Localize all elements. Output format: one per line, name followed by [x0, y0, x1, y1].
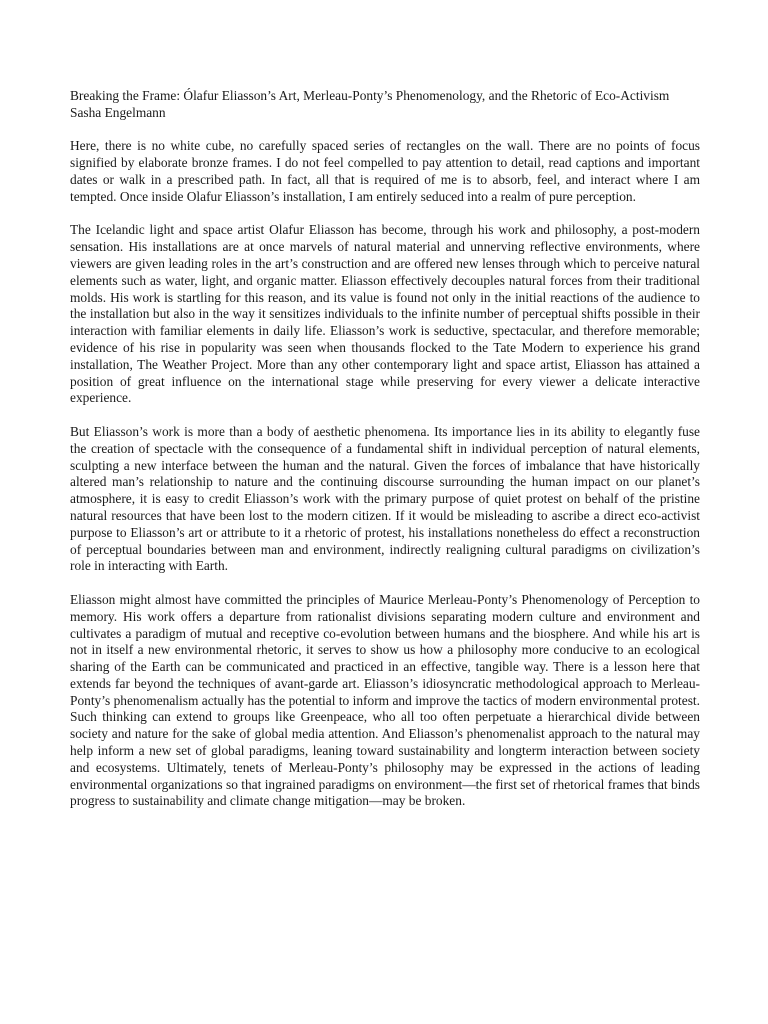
body-paragraph-1: Here, there is no white cube, no carefully spaced series of rectangles on the wall. There are no points of focus signified by elaborate bronze frames. I do not feel compelled to pay attention to detail, read captions and important dates or walk in a prescribed path. In fact, all that is required of me is to absorb, feel, and interact where I am tempted. Once inside Olafur Eliasson’s installation, I am entirely seduced into a realm of pure perception. [70, 138, 700, 204]
document-page [70, 88, 700, 827]
body-paragraph-4: Eliasson might almost have committed the principles of Maurice Merleau-Ponty’s Phenomenology of Perception to memory. His work offers a departure from rationalist divisions separating modern culture and environment and cultivates a paradigm of mutual and receptive co-evolution between humans and the biosphere. And while his art is not in itself a new environmental rhetoric, it serves to show us how a philosophy more conducive to an ecological sharing of the Earth can be communicated and practiced in an effective, tangible way. There is a lesson here that extends far beyond the techniques of avant-garde art. Eliasson’s idiosyncratic methodological approach to Merleau-Ponty’s phenomenalism actually has the potential to inform and improve the tactics of modern environmental protest. Such thinking can extend to groups like Greenpeace, who all too often perpetuate a hierarchical divide between society and nature for the sake of global media attention. And Eliasson’s phenomenalist approach to the natural may help inform a new set of global paradigms, leaning toward sustainability and longterm interaction between society and ecosystems. Ultimately, tenets of Merleau-Ponty’s philosophy may be expressed in the actions of leading environmental organizations so that ingrained paradigms on environment—the first set of rhetorical frames that binds progress to sustainability and climate change mitigation—may be broken. [70, 591, 700, 809]
document-title: Breaking the Frame: Ólafur Eliasson’s Art, Merleau-Ponty’s Phenomenology, and the Rhetoric of Eco-Activism [70, 88, 670, 103]
body-paragraph-2: The Icelandic light and space artist Olafur Eliasson has become, through his work and philosophy, a post-modern sensation. His installations are at once marvels of natural material and unnerving reflective environments, where viewers are given leading roles in the art’s construction and are offered new lenses through which to perceive natural elements such as water, light, and organic matter. Eliasson effectively decouples natural forces from their traditional molds. His work is startling for this reason, and its value is found not only in the initial reactions of the audience to the installation but also in the way it sensitizes individuals to the infinite number of perceptual shifts possible in their interaction with familiar elements in daily life. Eliasson’s work is seductive, spectacular, and therefore memorable; evidence of his rise in popularity was seen when thousands flocked to the Tate Modern to experience his grand installation, The Weather Project. More than any other contemporary light and space artist, Eliasson has attained a position of great influence on the international stage while preserving for every viewer a delicate interactive experience. [70, 222, 700, 406]
document-author: Sasha Engelmann [70, 104, 166, 120]
title-block [70, 88, 700, 122]
body-paragraph-3: But Eliasson’s work is more than a body of aesthetic phenomena. Its importance lies in its ability to elegantly fuse the creation of spectacle with the consequence of a fundamental shift in individual perception of natural elements, sculpting a new interface between the human and the natural. Given the forces of imbalance that have historically altered man’s relationship to nature and the continuing discourse surrounding the human impact on our planet’s atmosphere, it is easy to credit Eliasson’s work with the primary purpose of quiet protest on behalf of the pristine natural resources that have been lost to the modern citizen. If it would be misleading to ascribe a direct eco-activist purpose to Eliasson’s art or attribute to it a rhetoric of protest, his installations nonetheless do effect a reconstruction of perceptual boundaries between man and environment, indirectly realigning cultural paradigms on civilization’s role in interacting with Earth. [70, 423, 700, 574]
